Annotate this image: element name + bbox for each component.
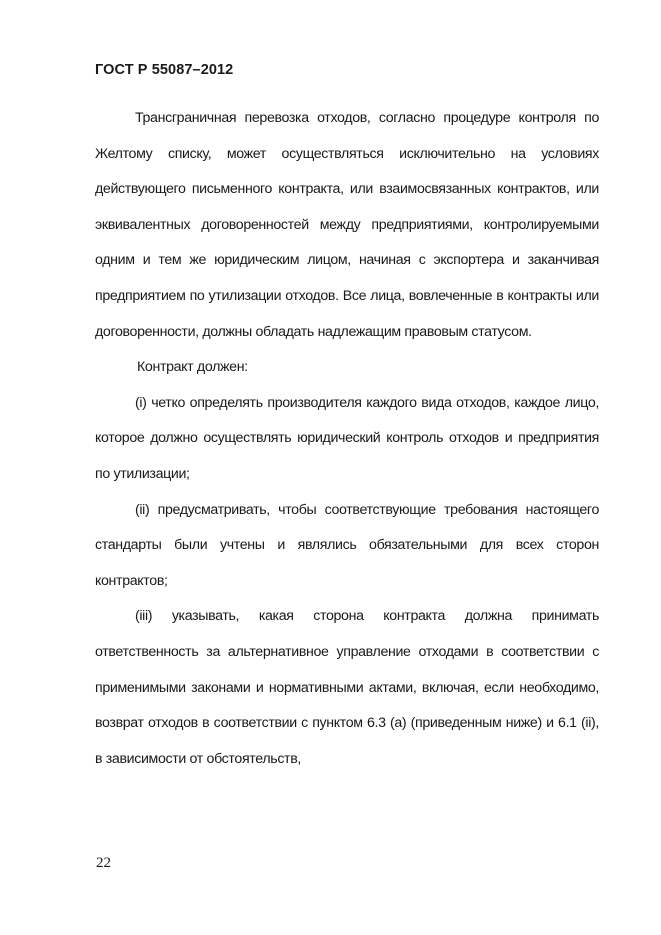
body-text: [95, 101, 599, 777]
paragraph-item-iii: (iii) указывать, какая сторона контракта должна принимать ответственность за альтернативное управление отходами в соответствии с применимыми законами и нормативными актами, включая, если необходимо, возврат отходов в соответствии с пунктом 6.3 (a) (приведенным ниже) и 6.1 (ii), в зависимости от обстоятельств,: [95, 608, 599, 767]
paragraph-item-ii: (ii) предусматривать, чтобы соответствующие требования настоящего стандарты были учтены и являлись обязательными для всех сторон контрактов;: [95, 501, 599, 589]
paragraph-item-i: (i) четко определять производителя каждого вида отходов, каждое лицо, которое должно осуществлять юридический контроль отходов и предприятия по утилизации;: [95, 394, 599, 482]
paragraph-transboundary-shipment: Трансграничная перевозка отходов, согласно процедуре контроля по Желтому списку, может осуществляться исключительно на условиях действующего письменного контракта, или взаимосвязанных контрактов, или эквивалентных договоренностей между предприятиями, контролируемыми одним и тем же юридическим лицом, начиная с экспортера и заканчивая предприятием по утилизации отходов. Все лица, вовлеченные в контракты или договоренности, должны обладать надлежащим правовым статусом.: [95, 110, 599, 340]
paragraph-contract-intro: Контракт должен:: [137, 359, 248, 376]
document-header: ГОСТ Р 55087–2012: [95, 62, 234, 78]
page-number: 22: [96, 855, 111, 871]
